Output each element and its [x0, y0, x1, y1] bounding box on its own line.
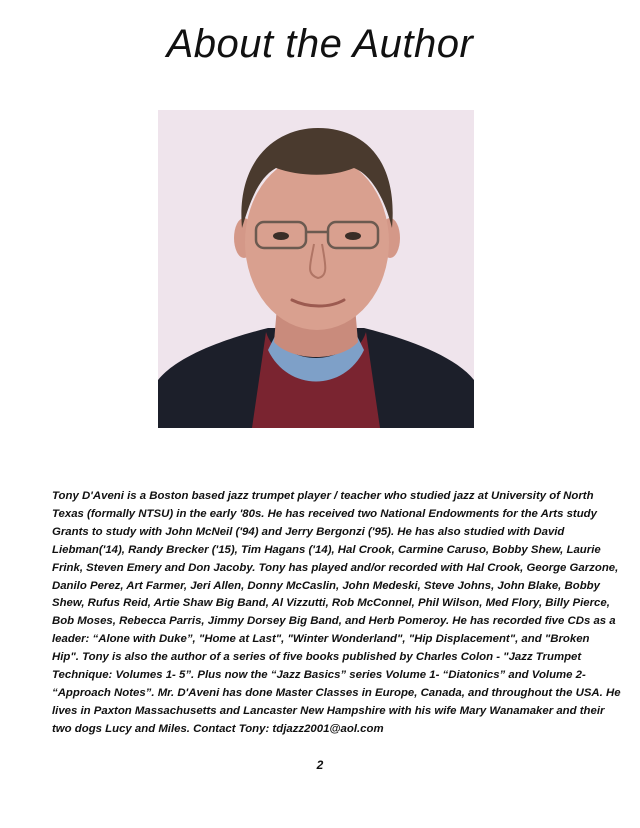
- author-bio: [52, 488, 621, 739]
- bio-line: Liebman('14), Randy Brecker ('15), Tim Hagans ('14), Hal Crook, Carmine Caruso, Bobby Shew, Laurie: [52, 543, 601, 556]
- bio-line: Hip". Tony is also the author of a series of five books published by Charles Colon - "Jazz Trumpet: [52, 651, 582, 664]
- bio-line: Tony D'Aveni is a Boston based jazz trumpet player / teacher who studied jazz at University of North: [52, 490, 594, 502]
- bio-line: two dogs Lucy and Miles. Contact Tony: tdjazz2001@aol.com: [52, 722, 384, 735]
- bio-line: Technique: Volumes 1- 5”. Plus now the “Jazz Basics” series Volume 1- “Diatonics” and Volume 2-: [52, 669, 586, 682]
- bio-line: lives in Paxton Massachusetts and Lancaster New Hampshire with his wife Mary Wanamaker and their: [52, 704, 605, 717]
- author-portrait-illustration: [158, 110, 474, 428]
- bio-line: Danilo Perez, Art Farmer, Jeri Allen, Donny McCaslin, John Medeski, Steve Johns, John Blake, Bobby: [52, 579, 600, 592]
- bio-line: Shew, Rufus Reid, Artie Shaw Big Band, Al Vizzutti, Rob McConnel, Phil Wilson, Med Flory, Billy Pierce,: [52, 597, 610, 610]
- bio-line: “Approach Notes”. Mr. D'Aveni has done Master Classes in Europe, Canada, and throughout the USA. He: [52, 686, 621, 699]
- bio-line: Texas (formally NTSU) in the early '80s. He has received two National Endowments for the Arts study: [52, 507, 597, 520]
- page-title: About the Author: [166, 22, 474, 66]
- bio-line: leader: “Alone with Duke”, "Home at Last", "Winter Wonderland", "Hip Displacement", and "Broken: [52, 633, 590, 646]
- bio-line: Grants to study with John McNeil ('94) and Jerry Bergonzi ('95). He has also studied with David: [52, 525, 565, 538]
- author-photo: [158, 110, 474, 428]
- page-number: 2: [316, 758, 324, 772]
- bio-line: Bob Moses, Rebecca Parris, Jimmy Dorsey Big Band, and Herb Pomeroy. He has recorded five CDs as a: [52, 615, 616, 628]
- bio-line: Frink, Steven Emery and Don Jacoby. Tony has played and/or recorded with Hal Crook, George Garzone,: [52, 561, 619, 574]
